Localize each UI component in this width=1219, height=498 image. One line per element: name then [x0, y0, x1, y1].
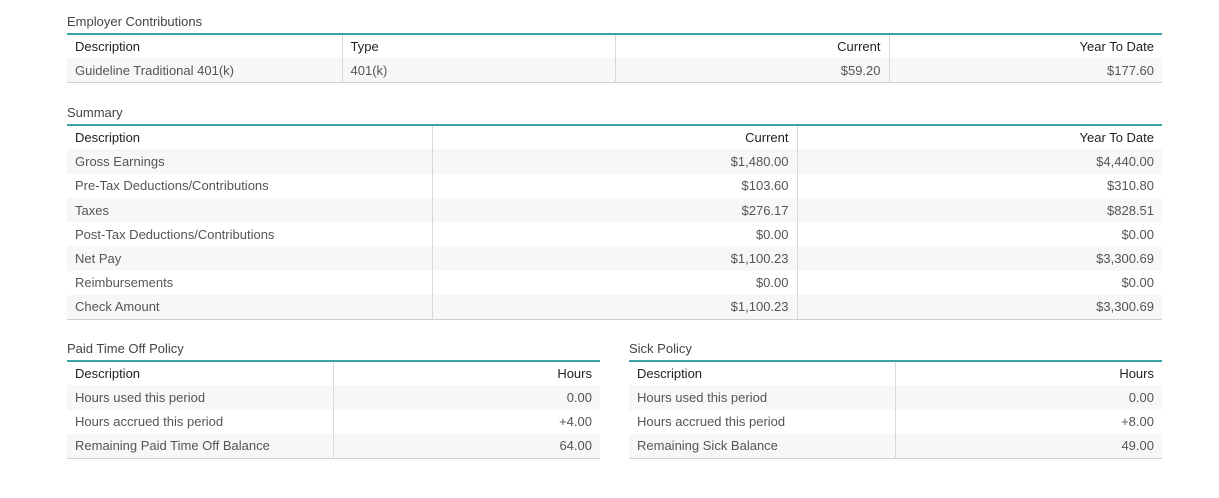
column-header: Hours	[895, 361, 1162, 385]
table-cell: $3,300.69	[797, 295, 1162, 319]
table-cell: $310.80	[797, 174, 1162, 198]
table-cell: Taxes	[67, 198, 432, 222]
table-cell: $0.00	[432, 222, 797, 246]
table-cell: $0.00	[797, 222, 1162, 246]
table-cell: Check Amount	[67, 295, 432, 319]
table-cell: Gross Earnings	[67, 149, 432, 173]
table-cell: $103.60	[432, 174, 797, 198]
pto-policy-section	[67, 340, 600, 459]
summary-section	[67, 104, 1162, 320]
table-cell: $3,300.69	[797, 246, 1162, 270]
sick-policy-section	[629, 340, 1162, 459]
table-row	[629, 434, 1162, 458]
column-header: Description	[75, 366, 141, 382]
table-row	[67, 149, 1162, 173]
table-cell: $4,440.00	[797, 149, 1162, 173]
table-cell: $1,100.23	[432, 246, 797, 270]
column-header: Year To Date	[889, 34, 1162, 58]
table-cell: $1,100.23	[432, 295, 797, 319]
table-row	[67, 174, 1162, 198]
table-cell: 49.00	[895, 434, 1162, 458]
table-cell: Hours used this period	[67, 385, 333, 409]
column-header: Current	[432, 125, 797, 149]
table-row	[67, 271, 1162, 295]
employer-contributions-table	[67, 33, 1162, 83]
table-cell: $0.00	[432, 271, 797, 295]
section-title: Employer Contributions	[67, 14, 203, 29]
summary-table	[67, 124, 1162, 320]
section-title: Paid Time Off Policy	[67, 341, 184, 356]
table-cell: +4.00	[333, 410, 600, 434]
table-row	[67, 58, 1162, 82]
table-cell: Guideline Traditional 401(k)	[67, 58, 342, 82]
table-header-row	[67, 125, 1162, 149]
sick-policy-table	[629, 360, 1162, 459]
table-row	[67, 198, 1162, 222]
table-cell: 401(k)	[342, 58, 615, 82]
table-cell: 0.00	[895, 385, 1162, 409]
table-row	[67, 434, 600, 458]
table-cell: Hours accrued this period	[75, 414, 224, 430]
table-cell: Reimbursements	[75, 275, 174, 291]
table-cell: 0.00	[333, 385, 600, 409]
table-cell: $59.20	[615, 58, 889, 82]
column-header: Description	[637, 366, 703, 382]
table-cell: Net Pay	[67, 246, 432, 270]
table-row	[629, 385, 1162, 409]
table-cell: $0.00	[797, 271, 1162, 295]
table-cell: $828.51	[797, 198, 1162, 222]
table-cell: Hours accrued this period	[637, 414, 786, 430]
section-title: Summary	[67, 105, 123, 120]
table-row	[67, 410, 600, 434]
employer-contributions-section	[67, 13, 1162, 83]
column-header: Hours	[333, 361, 600, 385]
table-cell: +8.00	[895, 410, 1162, 434]
table-header-row	[67, 361, 600, 385]
section-title: Sick Policy	[629, 341, 692, 356]
pto-policy-table	[67, 360, 600, 459]
table-header-row	[629, 361, 1162, 385]
table-cell: 64.00	[333, 434, 600, 458]
table-cell: $1,480.00	[432, 149, 797, 173]
column-header: Type	[342, 34, 615, 58]
column-header: Year To Date	[797, 125, 1162, 149]
table-cell: Remaining Sick Balance	[629, 434, 895, 458]
table-cell: Remaining Paid Time Off Balance	[67, 434, 333, 458]
table-cell: Hours used this period	[629, 385, 895, 409]
column-header: Current	[615, 34, 889, 58]
table-cell: Post-Tax Deductions/Contributions	[75, 226, 275, 242]
table-cell: $177.60	[889, 58, 1162, 82]
table-row	[629, 410, 1162, 434]
column-header: Description	[75, 130, 141, 146]
table-header-row	[67, 34, 1162, 58]
table-row	[67, 246, 1162, 270]
table-cell: Pre-Tax Deductions/Contributions	[75, 178, 269, 194]
table-cell: $276.17	[432, 198, 797, 222]
table-row	[67, 385, 600, 409]
column-header: Description	[75, 39, 141, 55]
table-row	[67, 295, 1162, 319]
table-row	[67, 222, 1162, 246]
